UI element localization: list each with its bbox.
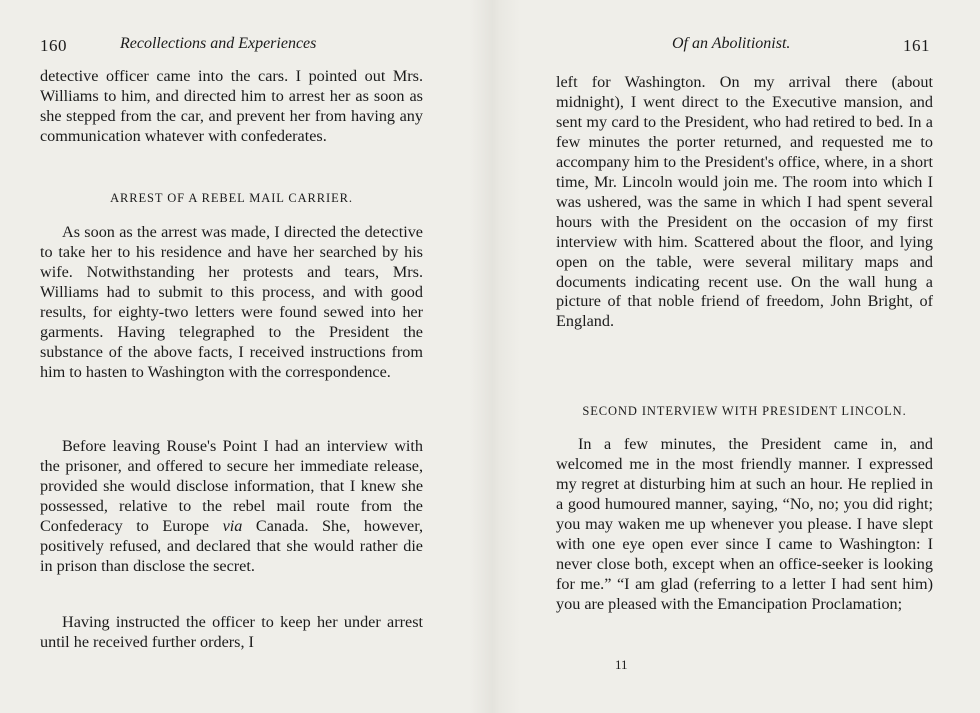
right-section-heading: SECOND INTERVIEW WITH PRESIDENT LINCOLN. <box>582 404 907 418</box>
right-page <box>520 0 980 713</box>
right-paragraph-1: left for Washington. On my arrival there (about midnight), I went direct to the Executive mansion, and sent my card to the President, who had retired to bed. In a few minutes the porter returned, and requested me to accompany him to the President's office, where, in a short time, Mr. Lincoln would join me. The room into which I was ushered, was the same in which I had spent several hours with the President on the occasion of my first interview with him. Scattered about the floor, and lying open on the table, were several military maps and documents indicating recent use. On the wall hung a picture of that noble friend of freedom, John Bright, of England. <box>556 73 933 331</box>
right-paragraph-2: In a few minutes, the President came in, and welcomed me in the most friendly manner. I expressed my regret at disturbing him at such an hour. He replied in a good humoured manner, saying, “No, no; you did right; you may waken me up whenever you please. I have slept with one eye open ever since I came to Washington: I never close both, except when an office-seeker is looking for me.” “I am glad (referring to a letter I had sent him) you are pleased with the Emancipation Proclamation; <box>556 435 933 613</box>
para-3-text-start: Before leaving Rouse's Point I had an interview with the prisoner, and offered to secure her immediate release, provided she would disclose information, that I knew she possessed, relative to the rebel mail route from the Confederacy to Europe <box>40 437 423 535</box>
para-3-italic-via: via <box>222 516 243 535</box>
right-page-number: 161 <box>903 36 930 55</box>
left-page-number: 160 <box>40 36 67 55</box>
left-section-heading: ARREST OF A REBEL MAIL CARRIER. <box>110 191 353 205</box>
signature-mark: 11 <box>615 657 628 672</box>
left-paragraph-4: Having instructed the officer to keep her under arrest until he received further orders, I <box>40 613 423 651</box>
left-page <box>0 0 470 713</box>
left-running-title: Recollections and Experiences <box>120 35 317 52</box>
book-gutter <box>470 0 520 713</box>
right-running-title: Of an Abolitionist. <box>672 35 791 52</box>
left-paragraph-3 <box>40 437 423 577</box>
left-paragraph-1: detective officer came into the cars. I pointed out Mrs. Williams to him, and directed him to arrest her as soon as she stepped from the car, and prevent her from having any communication whatever with confederates. <box>40 67 423 145</box>
para-3-text-end: Canada. She, however, positively refused, and declared that she would rather die in prison than disclose the secret. <box>40 516 424 575</box>
left-paragraph-2: As soon as the arrest was made, I directed the detective to take her to his residence and have her searched by his wife. Notwithstanding her protests and tears, Mrs. Williams had to submit to this process, and with good results, for eighty-two letters were found sewed into her garments. Having telegraphed to the President the substance of the above facts, I received instructions from him to hasten to Washington with the correspondence. <box>40 223 423 381</box>
